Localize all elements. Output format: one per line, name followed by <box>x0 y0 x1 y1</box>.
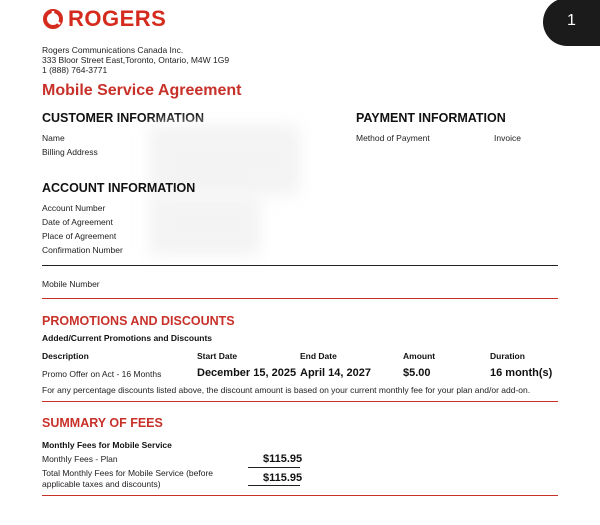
confirmation-number-label: Confirmation Number <box>42 245 123 255</box>
brand-name: ROGERS <box>68 6 167 31</box>
account-info-heading: ACCOUNT INFORMATION <box>42 181 196 195</box>
rogers-logo <box>42 6 166 32</box>
redacted-area <box>150 195 260 255</box>
page-number: 1 <box>567 12 576 29</box>
page-number-badge <box>543 0 600 46</box>
divider <box>42 401 558 402</box>
promo-amount: $5.00 <box>403 367 431 379</box>
billing-address-label: Billing Address <box>42 147 98 157</box>
company-phone: 1 (888) 764-3771 <box>42 65 108 75</box>
promo-duration: 16 month(s) <box>490 367 553 379</box>
column-header-amount: Amount <box>403 351 436 361</box>
column-header-start-date: Start Date <box>197 351 238 361</box>
plan-fee-label: Monthly Fees - Plan <box>42 454 118 464</box>
rogers-swoosh-icon <box>42 8 64 30</box>
promo-start-date: December 15, 2025 <box>197 367 297 379</box>
total-underline <box>248 485 300 486</box>
discount-note: For any percentage discounts listed above, the discount amount is based on your current monthly fee for your plan and/or add-on. <box>42 385 531 395</box>
divider <box>42 265 558 266</box>
date-of-agreement-label: Date of Agreement <box>42 217 113 227</box>
place-of-agreement-label: Place of Agreement <box>42 231 117 241</box>
plan-fee-value: $115.95 <box>263 453 303 465</box>
fees-subheading: Monthly Fees for Mobile Service <box>42 440 172 450</box>
method-of-payment-label: Method of Payment <box>356 133 430 143</box>
company-address: 333 Bloor Street East,Toronto, Ontario, M4W 1G9 <box>42 55 230 65</box>
promo-description: Promo Offer on Act - 16 Months <box>42 369 162 379</box>
column-header-end-date: End Date <box>300 351 337 361</box>
page-title: Mobile Service Agreement <box>42 82 242 99</box>
total-divider <box>248 467 300 468</box>
customer-info-heading: CUSTOMER INFORMATION <box>42 111 205 125</box>
column-header-description: Description <box>42 351 89 361</box>
fees-heading: SUMMARY OF FEES <box>42 416 163 430</box>
account-number-label: Account Number <box>42 203 106 213</box>
name-label: Name <box>42 133 65 143</box>
company-name: Rogers Communications Canada Inc. <box>42 45 184 55</box>
total-fee-label-line2: applicable taxes and discounts) <box>42 479 161 489</box>
divider <box>42 495 558 496</box>
method-of-payment-value: Invoice <box>494 133 521 143</box>
total-fee-label-line1: Total Monthly Fees for Mobile Service (before <box>42 468 214 478</box>
column-header-duration: Duration <box>490 351 525 361</box>
payment-info-heading: PAYMENT INFORMATION <box>356 111 506 125</box>
promo-end-date: April 14, 2027 <box>300 367 371 379</box>
divider <box>42 298 558 299</box>
promotions-subheading: Added/Current Promotions and Discounts <box>42 333 213 343</box>
mobile-number-label: Mobile Number <box>42 279 100 289</box>
total-fee-value: $115.95 <box>263 472 303 484</box>
promotions-heading: PROMOTIONS AND DISCOUNTS <box>42 314 235 328</box>
